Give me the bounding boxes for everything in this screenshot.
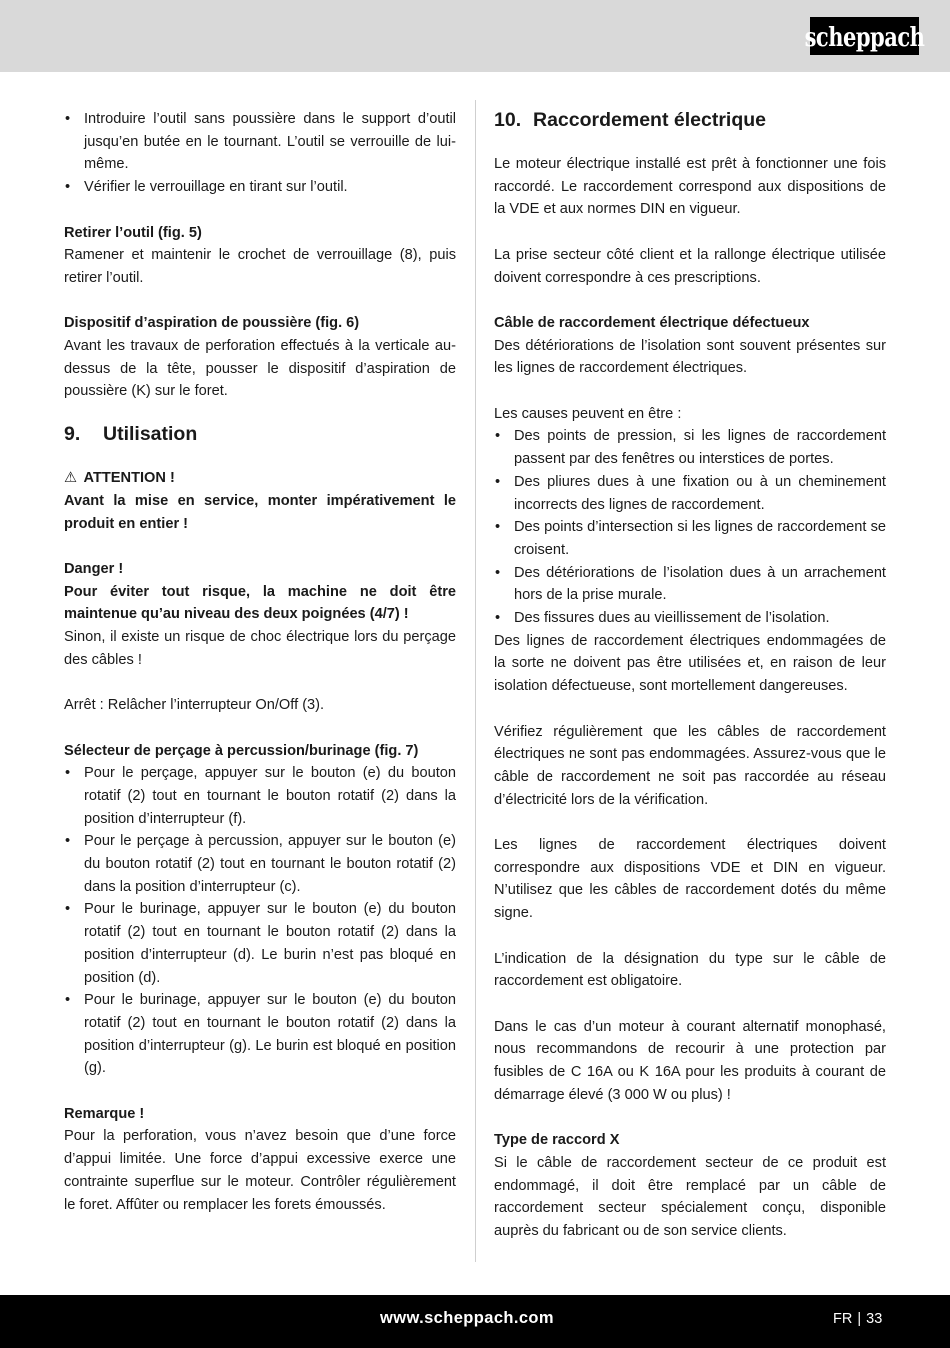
section-number: 9. — [64, 423, 81, 446]
column-divider — [475, 100, 476, 1262]
right-column — [494, 108, 886, 1243]
section-title: Utilisation — [103, 423, 198, 446]
type-designation-text: L’indication de la désignation du type sur le câble de raccordement est obligatoire. — [494, 950, 886, 990]
list-item: • Introduire l’outil sans poussière dans le support d’outil jusqu’en butée en le tournant. L’outil se verrouille de lui-même. — [64, 108, 456, 176]
stop-text: Arrêt : Relâcher l’interrupteur On/Off (3). — [64, 697, 325, 714]
vde-text: Les lignes de raccordement électriques doivent correspondre aux dispositions VDE et DIN en vigueur. N’utilisez que les câbles de raccordement dotés du même signe. — [494, 837, 886, 922]
danger-bold-text: Pour éviter tout risque, la machine ne doit être maintenue qu’au niveau des deux poignées (4/7) ! — [64, 583, 456, 623]
defective-cable-text: Des détériorations de l’isolation sont souvent présentes sur les lignes de raccordement électriques. — [494, 337, 886, 377]
left-column — [64, 108, 456, 1216]
page-number: 33 — [866, 1311, 883, 1327]
list-item: • Pour le burinage, appuyer sur le bouton (e) du bouton rotatif (2) tout en tournant le bouton rotatif (2) dans la position d’interrupteur (g). Le burin est bloqué en position (g). — [64, 989, 456, 1080]
motor-fuse-text: Dans le cas d’un moteur à courant alternatif monophasé, nous recommandons de recourir à une protection par fusibles de C 16A ou K 16A pour les produits à courant de démarrage élevé (3 000 W ou plus) ! — [494, 1018, 886, 1103]
list-item: • Des points de pression, si les lignes de raccordement passent par des fenêtres ou interstices de portes. — [494, 425, 886, 470]
attention-label — [64, 467, 456, 490]
dust-extraction-heading: Dispositif d’aspiration de poussière (fig. 6) — [64, 315, 360, 332]
causes-bullet-list — [494, 425, 886, 629]
header-bar — [0, 0, 950, 72]
list-item: • Des points d’intersection si les lignes de raccordement se croisent. — [494, 516, 886, 561]
list-item: • Pour le burinage, appuyer sur le bouton (e) du bouton rotatif (2) tout en tournant le bouton rotatif (2) dans la position d’interrupteur (d). Le burin n’est pas bloqué en position (d). — [64, 898, 456, 989]
page-separator: | — [857, 1311, 862, 1327]
list-item: • Des fissures dues au vieillissement de l’isolation. — [494, 607, 886, 630]
page-indicator — [833, 1311, 882, 1327]
section-heading-usage — [64, 422, 456, 446]
intro-bullet-list — [64, 108, 456, 199]
attention-text: Avant la mise en service, monter impérativement le produit en entier ! — [64, 492, 456, 532]
warning-icon: ⚠ — [64, 470, 78, 487]
footer-bar — [0, 1295, 950, 1348]
section-heading-electrical — [494, 108, 886, 132]
dust-extraction-text: Avant les travaux de perforation effectués à la verticale au-dessus de la tête, pousser le dispositif d’aspiration de poussière (K) sur le foret. — [64, 338, 456, 400]
defective-cable-heading: Câble de raccordement électrique défectueux — [494, 314, 810, 331]
section-title: Raccordement électrique — [533, 109, 767, 131]
remark-text: Pour la perforation, vous n’avez besoin que d’une force d’appui limitée. Une force d’appui excessive exerce une contrainte superflue sur le moteur. Contrôler régulièrement le foret. Affûter ou remplacer les forets émoussés. — [64, 1128, 456, 1213]
selector-bullet-list — [64, 762, 456, 1080]
motor-ready-text: Le moteur électrique installé est prêt à fonctionner une fois raccordé. Le raccordement correspond aux dispositions de la VDE et aux normes DIN en vigueur. — [494, 156, 886, 218]
list-item: • Vérifier le verrouillage en tirant sur l’outil. — [64, 176, 456, 199]
list-item: • Pour le perçage, appuyer sur le bouton (e) du bouton rotatif (2) tout en tournant le bouton rotatif (2) dans la position d’interrupteur (f). — [64, 762, 456, 830]
causes-intro: Les causes peuvent en être : — [494, 405, 682, 422]
danger-label: Danger ! — [64, 560, 124, 577]
brand-logo — [804, 17, 925, 55]
language-code: FR — [833, 1311, 853, 1327]
damaged-lines-text: Des lignes de raccordement électriques endommagées de la sorte ne doivent pas être utilisées et, en raison de leur isolation défectueuse, sont mortellement dangereuses. — [494, 632, 886, 695]
selector-heading: Sélecteur de perçage à percussion/burinage (fig. 7) — [64, 742, 419, 759]
website-url: www.scheppach.com — [380, 1309, 554, 1327]
remove-tool-heading: Retirer l’outil (fig. 5) — [64, 224, 202, 241]
connection-type-text: Si le câble de raccordement secteur de ce produit est endommagé, il doit être remplacé par un câble de raccordement secteur spécialement conçu, disponible auprès du fabricant ou de son service clients. — [494, 1154, 886, 1239]
danger-text: Sinon, il existe un risque de choc électrique lors du perçage des câbles ! — [64, 629, 456, 668]
check-text: Vérifiez régulièrement que les câbles de raccordement électriques ne sont pas endommagées. Assurez-vous que le câble de raccordement ne soit pas raccordée au réseau d’électricité lors de la vérification. — [494, 723, 886, 808]
socket-text: La prise secteur côté client et la rallonge électrique utilisée doivent correspondre à ces prescriptions. — [494, 246, 886, 286]
section-number: 10. — [494, 109, 522, 131]
remark-label: Remarque ! — [64, 1105, 145, 1122]
list-item: • Des détériorations de l’isolation dues à un arrachement hors de la prise murale. — [494, 562, 886, 607]
brand-logo-text: scheppach — [804, 20, 925, 52]
connection-type-heading: Type de raccord X — [494, 1132, 620, 1149]
attention-label-text: ATTENTION ! — [83, 470, 175, 487]
remove-tool-text: Ramener et maintenir le crochet de verrouillage (8), puis retirer l’outil. — [64, 247, 456, 286]
list-item: • Des pliures dues à une fixation ou à un cheminement incorrects des lignes de raccordement. — [494, 471, 886, 516]
list-item: • Pour le perçage à percussion, appuyer sur le bouton (e) du bouton rotatif (2) tout en tournant le bouton rotatif (2) dans la position d’interrupteur (c). — [64, 830, 456, 898]
